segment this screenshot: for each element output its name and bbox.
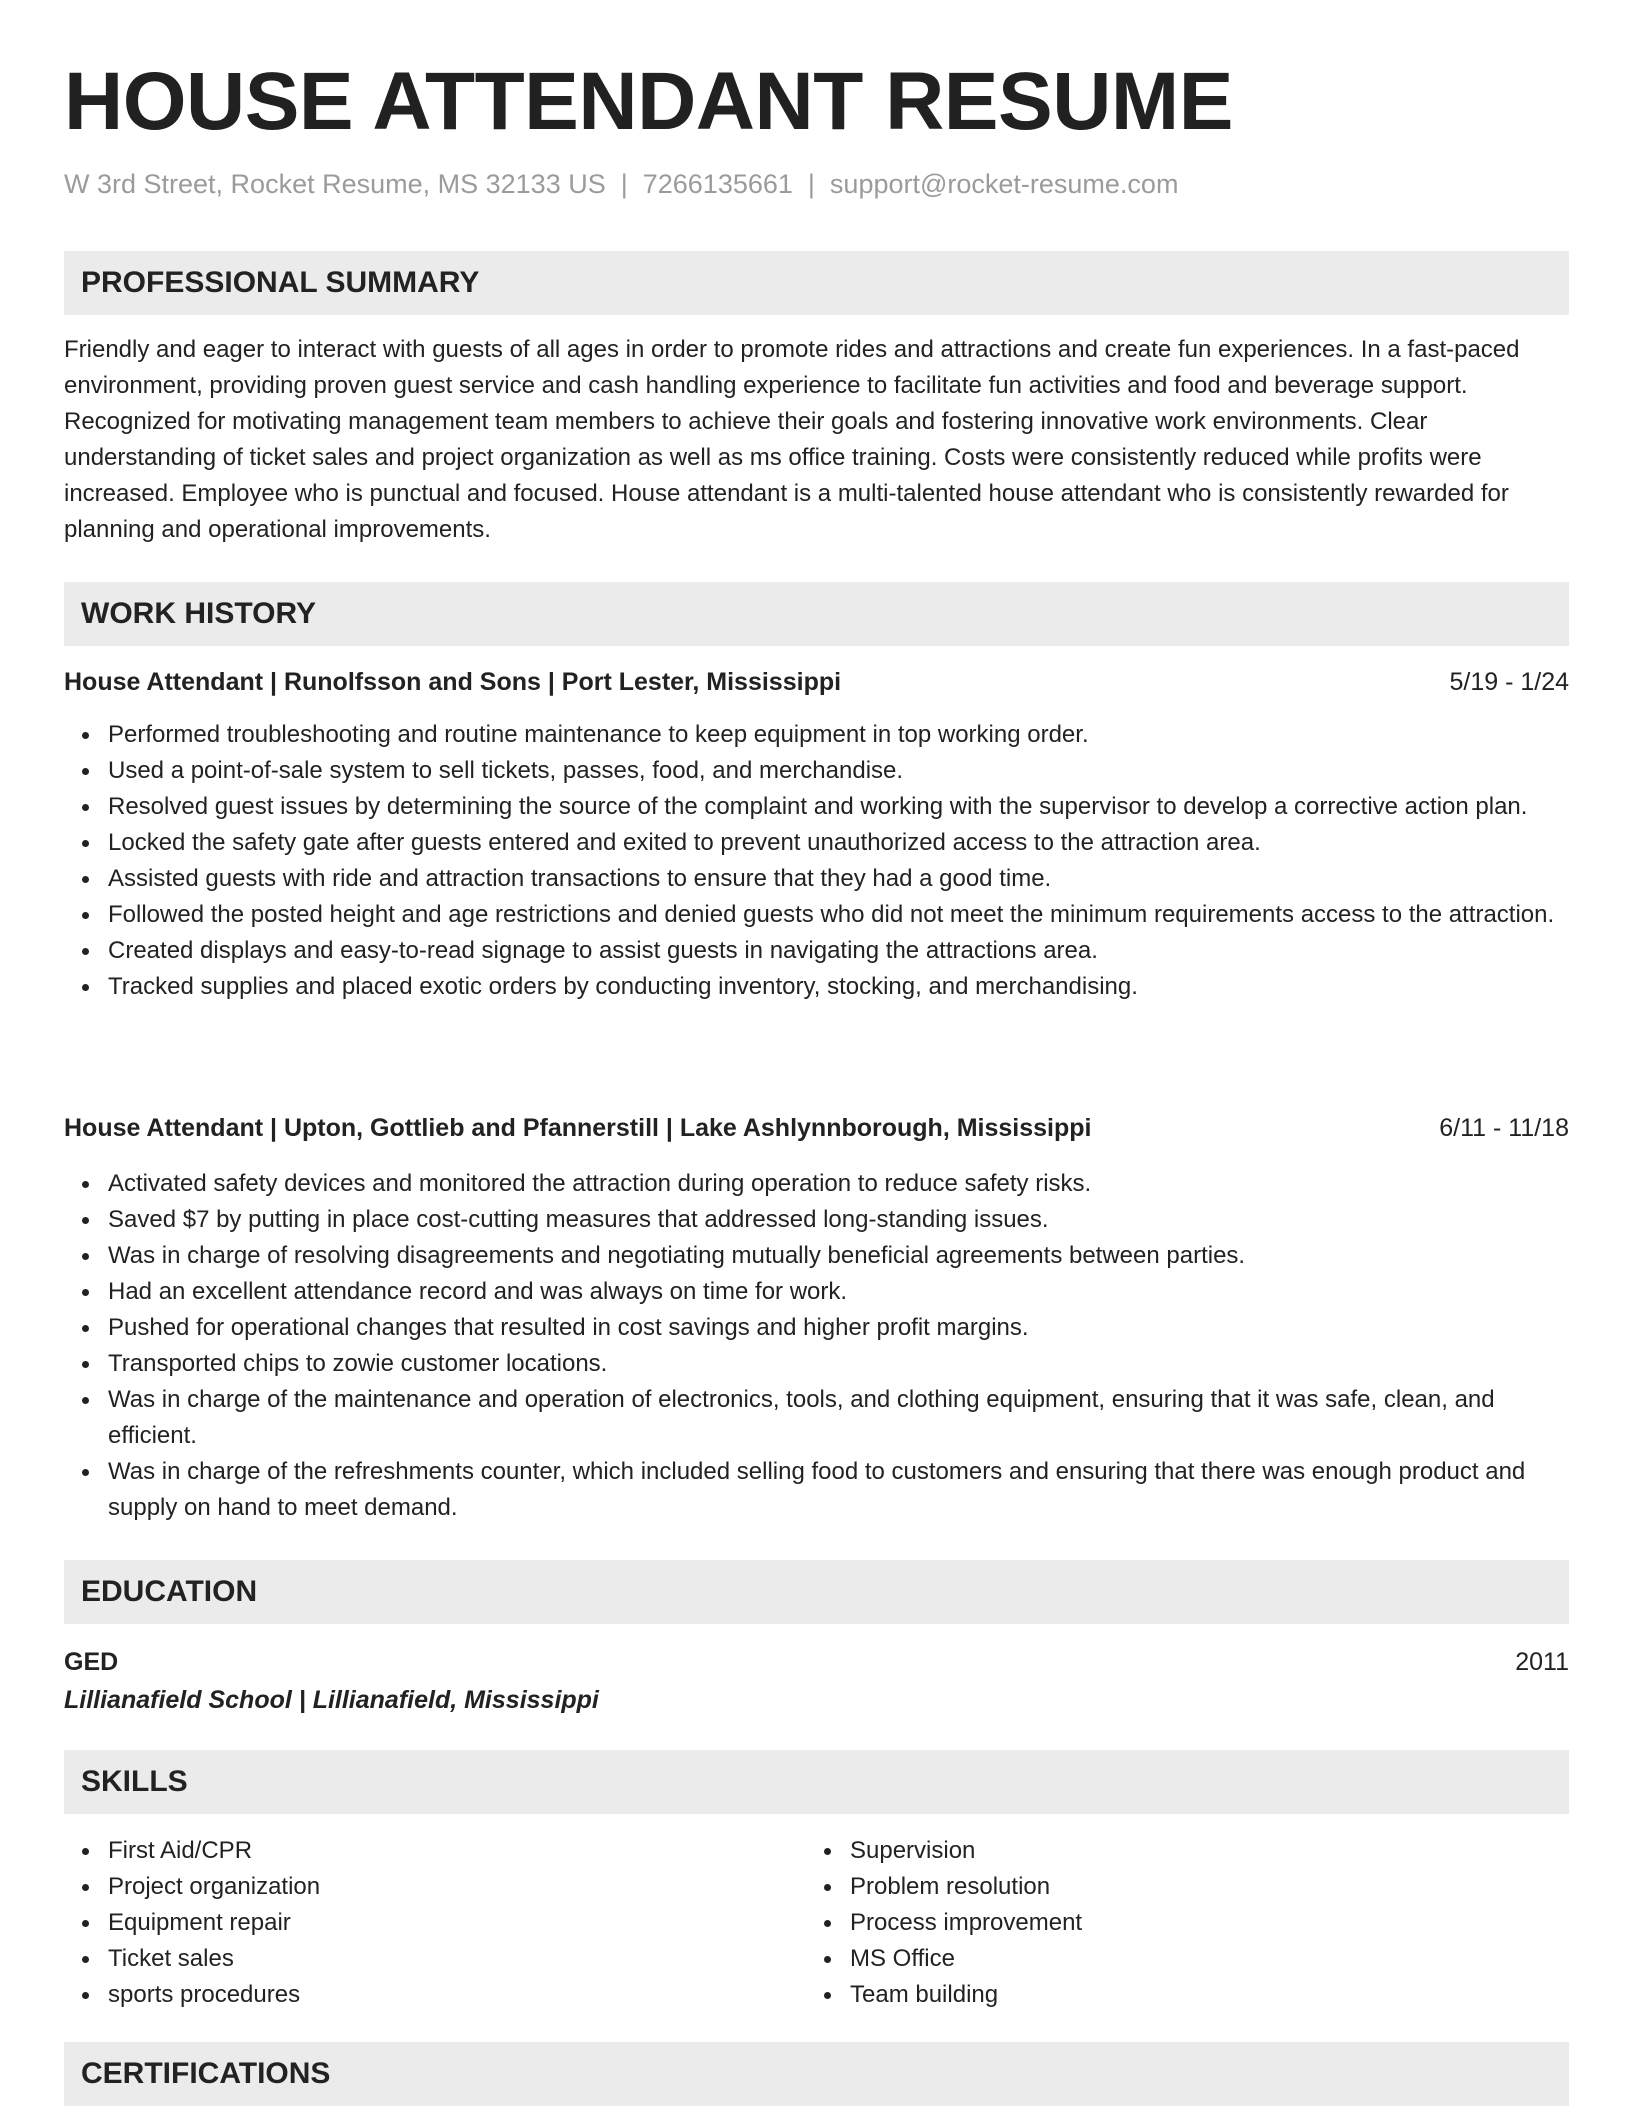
section-header-certifications xyxy=(64,2042,1569,2106)
education-school: Lillianafield School | Lillianafield, Mississippi xyxy=(64,1686,599,1714)
job-bullet: Pushed for operational changes that resulted in cost savings and higher profit margins. xyxy=(108,1310,1569,1346)
job-bullet: Resolved guest issues by determining the source of the complaint and working with the supervisor to develop a corrective action plan. xyxy=(108,789,1569,825)
contact-separator: | xyxy=(620,169,628,199)
skill-item: Ticket sales xyxy=(108,1941,764,1977)
job-bullets xyxy=(64,1166,1569,1526)
job-dates: 5/19 - 1/24 xyxy=(1449,668,1569,696)
section-title: PROFESSIONAL SUMMARY xyxy=(81,266,480,299)
section-title: CERTIFICATIONS xyxy=(81,2057,331,2090)
job-bullet: Used a point-of-sale system to sell tickets, passes, food, and merchandise. xyxy=(108,753,1569,789)
contact-address: W 3rd Street, Rocket Resume, MS 32133 US xyxy=(64,169,606,199)
contact-email: support@rocket-resume.com xyxy=(829,169,1179,199)
section-title: WORK HISTORY xyxy=(81,597,317,630)
job-title: House Attendant | Runolfsson and Sons | Port Lester, Mississippi xyxy=(64,668,842,696)
skill-item: sports procedures xyxy=(108,1977,764,2013)
skill-item: Team building xyxy=(850,1977,1506,2013)
skill-item: Project organization xyxy=(108,1869,764,1905)
contact-line xyxy=(64,166,1178,202)
job-title: House Attendant | Upton, Gottlieb and Pfannerstill | Lake Ashlynnborough, Mississippi xyxy=(64,1114,1092,1142)
section-header-skills xyxy=(64,1750,1569,1814)
skills-list-right xyxy=(806,1833,1506,2013)
skill-item: First Aid/CPR xyxy=(108,1833,764,1869)
skills-list-left xyxy=(64,1833,764,2013)
job-bullet: Transported chips to zowie customer locations. xyxy=(108,1346,1569,1382)
section-title: SKILLS xyxy=(81,1765,188,1798)
section-header-education xyxy=(64,1560,1569,1624)
skill-item: Equipment repair xyxy=(108,1905,764,1941)
job-bullet: Performed troubleshooting and routine maintenance to keep equipment in top working order. xyxy=(108,717,1569,753)
job-bullet: Saved $7 by putting in place cost-cutting measures that addressed long-standing issues. xyxy=(108,1202,1569,1238)
job-bullet: Activated safety devices and monitored the attraction during operation to reduce safety risks. xyxy=(108,1166,1569,1202)
education-degree: GED xyxy=(64,1648,119,1676)
skill-item: MS Office xyxy=(850,1941,1506,1977)
contact-phone: 7266135661 xyxy=(642,169,793,199)
skill-item: Process improvement xyxy=(850,1905,1506,1941)
job-dates: 6/11 - 11/18 xyxy=(1439,1114,1569,1142)
job-bullet: Followed the posted height and age restrictions and denied guests who did not meet the minimum requirements access to the attraction. xyxy=(108,897,1569,933)
skill-item: Supervision xyxy=(850,1833,1506,1869)
job-bullet: Locked the safety gate after guests entered and exited to prevent unauthorized access to the attraction area. xyxy=(108,825,1569,861)
section-header-work-history xyxy=(64,582,1569,646)
job-bullets xyxy=(64,717,1569,1005)
job-bullet: Created displays and easy-to-read signage to assist guests in navigating the attractions area. xyxy=(108,933,1569,969)
job-header xyxy=(64,664,1569,700)
job-bullet: Was in charge of resolving disagreements and negotiating mutually beneficial agreements between parties. xyxy=(108,1238,1569,1274)
job-bullet: Was in charge of the refreshments counter, which included selling food to customers and ensuring that there was enough product and supply on hand to meet demand. xyxy=(108,1454,1569,1526)
education-year: 2011 xyxy=(1515,1648,1569,1676)
section-header-summary xyxy=(64,251,1569,315)
skill-item: Problem resolution xyxy=(850,1869,1506,1905)
job-bullet: Had an excellent attendance record and was always on time for work. xyxy=(108,1274,1569,1310)
job-bullet: Tracked supplies and placed exotic orders by conducting inventory, stocking, and merchandising. xyxy=(108,969,1569,1005)
contact-separator: | xyxy=(807,169,815,199)
job-header xyxy=(64,1110,1569,1146)
job-bullet: Was in charge of the maintenance and operation of electronics, tools, and clothing equipment, ensuring that it was safe, clean, and efficient. xyxy=(108,1382,1569,1454)
job-bullet: Assisted guests with ride and attraction transactions to ensure that they had a good time. xyxy=(108,861,1569,897)
section-title: EDUCATION xyxy=(81,1575,258,1608)
resume-title: HOUSE ATTENDANT RESUME xyxy=(64,56,1233,147)
summary-text: Friendly and eager to interact with guests of all ages in order to promote rides and attractions and create fun experiences. In a fast-paced environment, providing proven guest service and cash handling experience to facilitate fun activities and food and beverage support. Recognized for motivating management team members to achieve their goals and fostering innovative work environments. Clear understanding of ticket sales and project organization as well as ms office training. Costs were consistently reduced while profits were increased. Employee who is punctual and focused. House attendant is a multi-talented house attendant who is consistently rewarded for planning and operational improvements. xyxy=(64,336,1520,543)
